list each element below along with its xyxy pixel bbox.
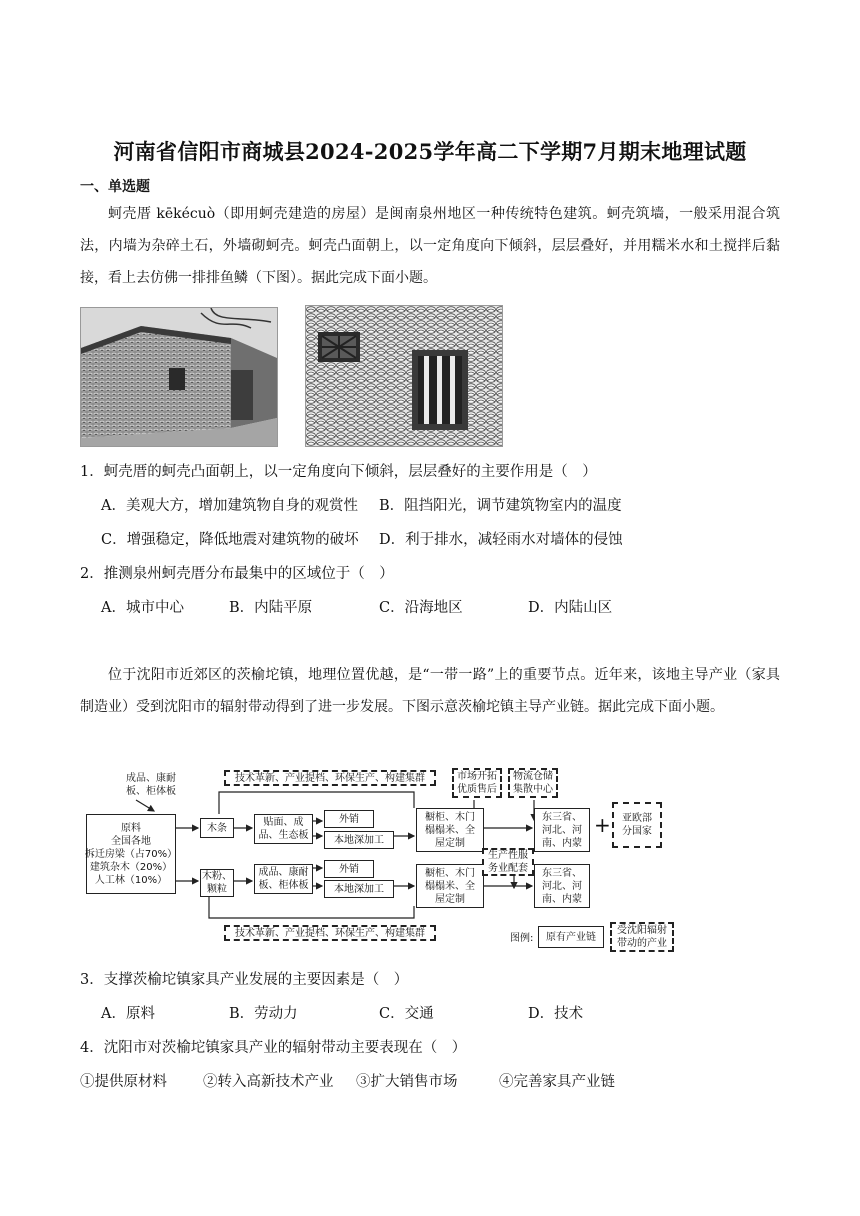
eu-countries-box: 亚欧部 分国家 [612, 802, 662, 848]
section-label: 一、单选题 [80, 179, 150, 195]
question-3-option-d[interactable]: D．技术 [528, 1006, 584, 1022]
question-4-item-4: ④完善家具产业链 [499, 1074, 615, 1090]
question-4-item-2: ②转入高新技术产业 [203, 1074, 334, 1090]
wood-strip-box: 木条 [200, 818, 234, 838]
page-title: 河南省信阳市商城县2024-2025学年高二下学期7月期末地理试题 [113, 139, 747, 164]
question-3-option-a[interactable]: A．原料 [101, 1006, 155, 1022]
tech-banner-upper: 技术革新、产业提档、环保生产、构建集群 [224, 770, 436, 786]
legend-radiated-industry: 受沈阳辐射 带动的产业 [610, 922, 674, 952]
region-lower-box: 东三省、 河北、河 南、内蒙 [534, 864, 590, 908]
question-1-option-b[interactable]: B．阻挡阳光，调节建筑物室内的温度 [379, 498, 622, 514]
shell-wall-photo [305, 305, 503, 447]
question-3-stem: 3．支撑茨榆坨镇家具产业发展的主要因素是（ ） [80, 972, 409, 988]
question-1-option-c[interactable]: C．增强稳定，降低地震对建筑物的破坏 [101, 532, 359, 548]
raw-material-box: 原料 全国各地 拆迁房梁（占70%） 建筑杂木（20%） 人工林（10%） [86, 814, 176, 894]
question-3-option-c[interactable]: C．交通 [379, 1006, 434, 1022]
question-3-option-b[interactable]: B．劳动力 [229, 1006, 298, 1022]
market-service-box: 市场开拓 优质售后 [452, 768, 502, 798]
question-2-stem: 2．推测泉州蚵壳厝分布最集中的区域位于（ ） [80, 566, 394, 582]
question-1-stem: 1．蚵壳厝的蚵壳凸面朝上，以一定角度向下倾斜，层层叠好的主要作用是（ ） [80, 464, 597, 480]
local-processing-upper-box: 本地深加工 [324, 831, 394, 849]
question-4-stem: 4．沈阳市对茨榆坨镇家具产业的辐射带动主要表现在（ ） [80, 1040, 467, 1056]
question-2-option-b[interactable]: B．内陆平原 [229, 600, 313, 616]
region-upper-box: 东三省、 河北、河 南、内蒙 [534, 808, 590, 852]
plus-sign: + [594, 813, 611, 837]
legend-existing-chain: 原有产业链 [538, 926, 604, 948]
passage-2: 位于沈阳市近郊区的茨榆坨镇，地理位置优越，是“一带一路”上的重要节点。近年来，该地主导产业（家具制造业）受到沈阳市的辐射带动得到了进一步发展。下图示意茨榆坨镇主导产业链。据此完成下面小题。 [80, 667, 780, 715]
furniture-upper-box: 橱柜、木门 榻榻米、全 屋定制 [416, 808, 484, 852]
tech-banner-lower: 技术革新、产业提档、环保生产、构建集群 [224, 925, 436, 941]
export-lower-box: 外销 [324, 860, 374, 878]
passage-1: 蚵壳厝 kēkécuò（即用蚵壳建造的房屋）是闽南泉州地区一种传统特色建筑。蚵壳筑墙，一般采用混合筑法，内墙为杂碎土石，外墙砌蚵壳。蚵壳凸面朝上，以一定角度向下倾斜，层层叠好，并用糯米水和土搅拌后黏接，看上去仿佛一排排鱼鳞（下图）。据此完成下面小题。 [80, 206, 780, 286]
furniture-lower-box: 橱柜、木门 榻榻米、全 屋定制 [416, 864, 484, 908]
question-2-option-a[interactable]: A．城市中心 [101, 600, 184, 616]
question-1-option-d[interactable]: D．利于排水，减轻雨水对墙体的侵蚀 [379, 532, 623, 548]
local-processing-lower-box: 本地深加工 [324, 880, 394, 898]
question-4-item-1: ①提供原材料 [80, 1074, 167, 1090]
product-lower-box: 成品、康耐 板、柜体板 [254, 864, 313, 894]
question-1-option-a[interactable]: A．美观大方，增加建筑物自身的观赏性 [101, 498, 358, 514]
legend-label: 图例: [510, 933, 534, 944]
product-upper-box: 贴面、成 品、生态板 [254, 814, 313, 844]
logistics-box: 物流仓储 集散中心 [508, 768, 558, 798]
house-photo [80, 307, 278, 447]
top-left-product-label: 成品、康耐 板、柜体板 [126, 773, 176, 797]
question-2-option-d[interactable]: D．内陆山区 [528, 600, 613, 616]
production-service-box: 生产性服 务业配套 [482, 848, 534, 876]
question-4-item-3: ③扩大销售市场 [356, 1074, 458, 1090]
question-2-option-c[interactable]: C．沿海地区 [379, 600, 463, 616]
export-upper-box: 外销 [324, 810, 374, 828]
wood-powder-box: 木粉、 颗粒 [202, 871, 232, 895]
industry-chain-diagram [84, 766, 684, 956]
